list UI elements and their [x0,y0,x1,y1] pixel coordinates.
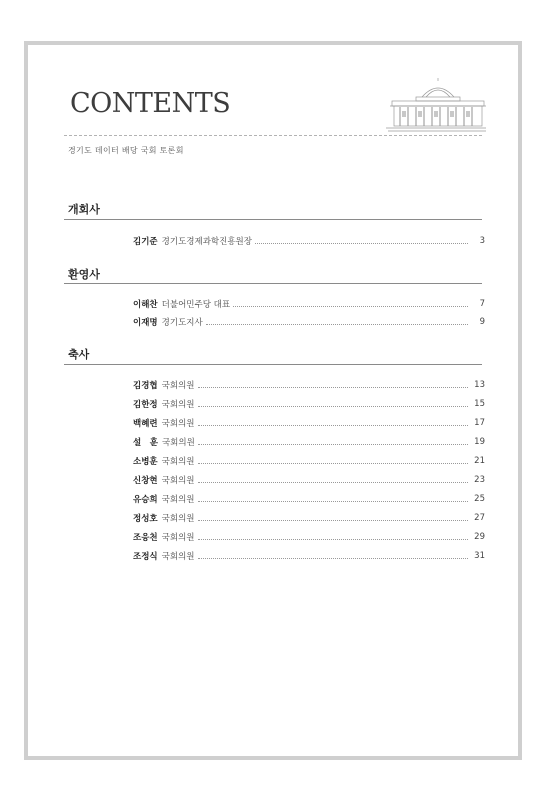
dot-leader [198,520,469,521]
speaker-name: 김기준 [133,237,158,247]
page-number: 27 [474,513,485,523]
speaker-name: 김경협 [133,381,158,391]
section-divider [64,283,482,284]
dot-leader [198,558,469,559]
section-divider [64,219,482,220]
page-title: CONTENTS [70,88,231,119]
speaker-name: 백혜련 [133,419,158,429]
toc-entry[interactable] [133,531,485,543]
speaker-role: 국회의원 [161,381,195,391]
speaker-name: 소병훈 [133,457,158,467]
toc-entry[interactable] [133,298,485,310]
dot-leader [206,324,468,325]
page-number: 9 [479,317,485,327]
toc-entry[interactable] [133,512,485,524]
dot-leader [198,406,469,407]
dot-leader [198,444,468,445]
toc-entry[interactable] [133,417,485,429]
toc-entry[interactable] [133,379,485,391]
page-number: 15 [474,399,485,409]
speaker-role: 국회의원 [161,514,195,524]
dot-leader [198,387,469,388]
dot-leader [198,463,469,464]
page-number: 3 [479,236,485,246]
page-number: 17 [474,418,485,428]
dot-leader [198,501,469,502]
national-assembly-illustration [386,73,486,133]
speaker-role: 국회의원 [161,419,195,429]
toc-entry[interactable] [133,436,485,448]
speaker-name: 김한정 [133,400,158,410]
event-subtitle: 경기도 데이터 배당 국회 토론회 [68,146,184,155]
toc-entry[interactable] [133,235,485,247]
page-number: 7 [479,299,485,309]
speaker-role: 경기도경제과학진흥원장 [161,237,252,247]
speaker-name: 설 훈 [133,438,158,448]
toc-entry[interactable] [133,398,485,410]
speaker-role: 국회의원 [161,495,195,505]
section-heading-congratulatory-address: 축사 [68,348,90,361]
page-number: 21 [474,456,485,466]
section-heading-opening-address: 개회사 [68,203,100,216]
speaker-name: 이재명 [133,318,158,328]
speaker-name: 조응천 [133,533,158,543]
speaker-name: 조정식 [133,552,158,562]
page-number: 25 [474,494,485,504]
dot-leader [198,539,469,540]
title-divider [64,135,482,136]
speaker-role: 국회의원 [161,476,195,486]
speaker-role: 국회의원 [161,438,195,448]
page-number: 23 [474,475,485,485]
speaker-role: 국회의원 [161,400,195,410]
toc-entry[interactable] [133,455,485,467]
section-divider [64,364,482,365]
speaker-role: 국회의원 [161,457,195,467]
page-number: 31 [474,551,485,561]
speaker-role: 국회의원 [161,533,195,543]
speaker-role: 더불어민주당 대표 [161,300,231,310]
dot-leader [198,425,469,426]
page-number: 19 [474,437,485,447]
toc-entry[interactable] [133,474,485,486]
toc-entry[interactable] [133,550,485,562]
speaker-name: 정성호 [133,514,158,524]
page-number: 29 [474,532,485,542]
section-heading-welcome-address: 환영사 [68,268,100,281]
toc-entry[interactable] [133,493,485,505]
speaker-name: 유승희 [133,495,158,505]
speaker-name: 신창현 [133,476,158,486]
dot-leader [233,306,468,307]
dot-leader [255,243,468,244]
speaker-name: 이해찬 [133,300,158,310]
speaker-role: 국회의원 [161,552,195,562]
toc-entry[interactable] [133,316,485,328]
page-number: 13 [474,380,485,390]
dot-leader [198,482,469,483]
speaker-role: 경기도지사 [161,318,203,328]
